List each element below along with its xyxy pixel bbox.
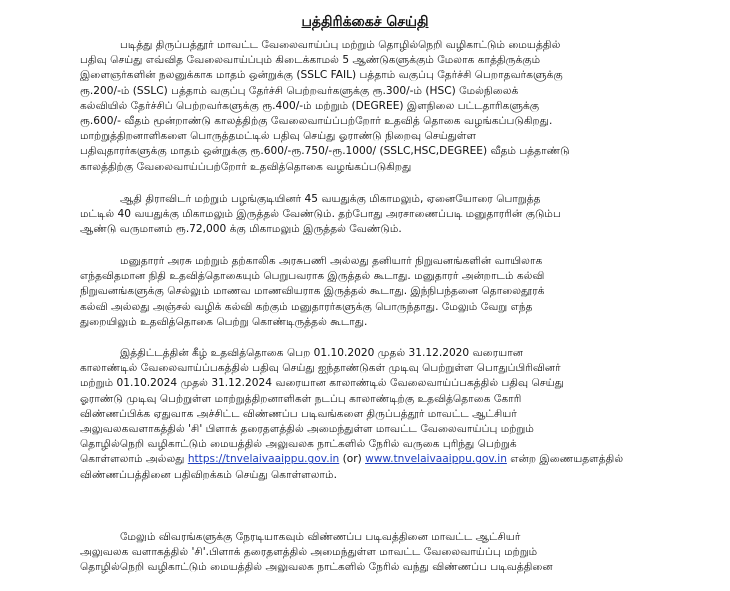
text-line: தொழில்நெறி வழிகாட்டும் மையத்தில் அலுவலக நாட்களில் நேரில் வந்து விண்ணப்ப படிவத்தினை xyxy=(80,561,553,574)
text-line: விண்ணப்பத்தினை பதிவிறக்கம் செய்து கொள்ளலாம். xyxy=(80,468,337,481)
text-line: ரூ.600/- வீதம் மூன்றாண்டு காலத்திற்கு வேலைவாய்ப்பற்றோர் உதவித் தொகை வழங்கப்படுகிறது. xyxy=(80,115,553,128)
text-line: தொழில்நெறி வழிகாட்டும் மையத்தில் அலுவலக நாட்களில் நேரில் வருகை புரிந்து பெற்றுக் xyxy=(80,438,517,451)
link-line xyxy=(80,452,670,467)
website-link-www[interactable]: www.tnvelaivaaippu.gov.in xyxy=(365,453,507,466)
text-line: விண்ணப்பிக்க ஏதுவாக அச்சிட்ட விண்ணப்ப படிவங்களை திருப்பத்தூர் மாவட்ட ஆட்சியர் xyxy=(80,407,517,420)
text-line: ரூ.200/-ம் (SSLC) பத்தாம் வகுப்பு தேர்ச்சி பெற்றவர்களுக்கு ரூ.300/-ம் (HSC) மேல்நிலைக் xyxy=(80,84,519,97)
text-line: காலத்திற்கு வேலைவாய்ப்பற்றோர் உதவித்தொகை வழங்கப்படுகிறது xyxy=(80,160,412,173)
text-line: இளைஞர்களின் நலனுக்காக மாதம் ஒன்றுக்கு (SSLC FAIL) பத்தாம் வகுப்பு தேர்ச்சி பெறாதவர்களுக்கு xyxy=(80,69,563,82)
text-line: கல்வியில் தேர்ச்சிப் பெற்றவர்களுக்கு ரூ.400/-ம் மற்றும் (DEGREE) இளநிலை பட்டதாரிகளுக்கு xyxy=(80,99,540,112)
text-line: மனுதாரர் அரசு மற்றும் தற்காலிக அரசுபணி அல்லது தனியார் நிறுவனங்களின் வாயிலாக xyxy=(120,255,543,267)
website-link-https[interactable]: https://tnvelaivaaippu.gov.in xyxy=(187,453,340,466)
text-line: மாற்றுத்திறனாளிகளை பொருத்தமட்டில் பதிவு செய்து ஓராண்டு நிறைவு செய்துள்ள xyxy=(80,130,477,143)
link-separator: (or) xyxy=(339,453,366,466)
text-line: ஆதி திராவிடர் மற்றும் பழங்குடியினர் 45 வயதுக்கு மிகாமலும், ஏனையோரை பொறுத்த xyxy=(120,193,541,205)
text-line: எந்தவிதமான நிதி உதவித்தொகையும் பெறுபவராக இருத்தல் கூடாது. மனுதாரர் அன்றாடம் கல்வி xyxy=(80,270,545,283)
text-line: காலாண்டில் வேலைவாய்ப்பகத்தில் பதிவு செய்து ஐந்தாண்டுகள் முடிவு பெற்றுள்ள பொதுப்பிரிவினர் xyxy=(80,362,561,375)
text-line: நிறுவனங்களுக்கு செல்லும் மாணவ மாணவியராக இருத்தல் கூடாது. இந்நிபந்தனை தொலைதூரக் xyxy=(80,285,545,298)
paragraph-1 xyxy=(80,38,670,175)
paragraph-2 xyxy=(80,192,670,238)
text-line: கல்வி அல்லது அஞ்சல் வழிக் கல்வி கற்கும் மனுதாரர்களுக்கு பொருந்தாது. மேலும் வேறு எந்த xyxy=(80,300,533,313)
text-line: மட்டில் 40 வயதுக்கு மிகாமலும் இருத்தல் வேண்டும். தற்போது அரசாணைப்படி மனுதாரரின் குடும்ப xyxy=(80,208,561,221)
text-line: துறையிலும் உதவித்தொகை பெற்று கொண்டிருத்தல் கூடாது. xyxy=(80,315,368,328)
text-line: மற்றும் 01.10.2024 முதல் 31.12.2024 வரையான காலாண்டில் வேலைவாய்ப்பகத்தில் பதிவு செய்து xyxy=(80,377,564,390)
title-text: பத்திரிக்கைச் செய்தி xyxy=(301,14,429,30)
paragraph-4 xyxy=(80,346,670,483)
paragraph-5 xyxy=(80,530,670,576)
text-line: மேலும் விவரங்களுக்கு நேரடியாகவும் விண்ணப்ப படிவத்தினை மாவட்ட ஆட்சியர் xyxy=(120,531,521,543)
document-title xyxy=(0,14,730,32)
text-line: படித்து திருப்பத்தூர் மாவட்ட வேலைவாய்ப்பு மற்றும் தொழில்நெறி வழிகாட்டும் மையத்தில் xyxy=(120,39,561,51)
link-line-prefix: கொள்ளலாம் அல்லது xyxy=(80,453,188,466)
text-line: அலுவலக வளாகத்தில் 'சி'.பிளாக் தரைதளத்தில் அமைந்துள்ள மாவட்ட வேலைவாய்ப்பு மற்றும் xyxy=(80,546,538,559)
text-line: ஆண்டு வருமானம் ரூ.72,000 க்கு மிகாமலும் இருத்தல் வேண்டும். xyxy=(80,223,402,236)
text-line: அலுவலகவளாகத்தில் 'சி' பிளாக் தரைதளத்தில் அமைந்துள்ள மாவட்ட வேலைவாய்ப்பு மற்றும் xyxy=(80,423,534,436)
text-line: பதிவு செய்து எவ்வித வேலைவாய்ப்பும் கிடைக்காமல் 5 ஆண்டுகளுக்கும் மேலாக காத்திருக்கும் xyxy=(80,54,541,67)
paragraph-3 xyxy=(80,254,670,330)
text-line: இத்திட்டத்தின் கீழ் உதவித்தொகை பெற 01.10.2020 முதல் 31.12.2020 வரையான xyxy=(120,347,524,359)
text-line: பதிவுதாரர்களுக்கு மாதம் ஒன்றுக்கு ரூ.600/-ரூ.750/-ரூ.1000/ (SSLC,HSC,DEGREE) வீதம் பத்தாண்டு xyxy=(80,145,570,158)
text-line: ஓராண்டு முடிவு பெற்றுள்ள மாற்றுத்திறனாளிகள் நடப்பு காலாண்டிற்கு உதவித்தொகை கோரி xyxy=(80,392,522,405)
link-line-suffix: என்ற இணையதளத்தில் xyxy=(506,453,624,466)
